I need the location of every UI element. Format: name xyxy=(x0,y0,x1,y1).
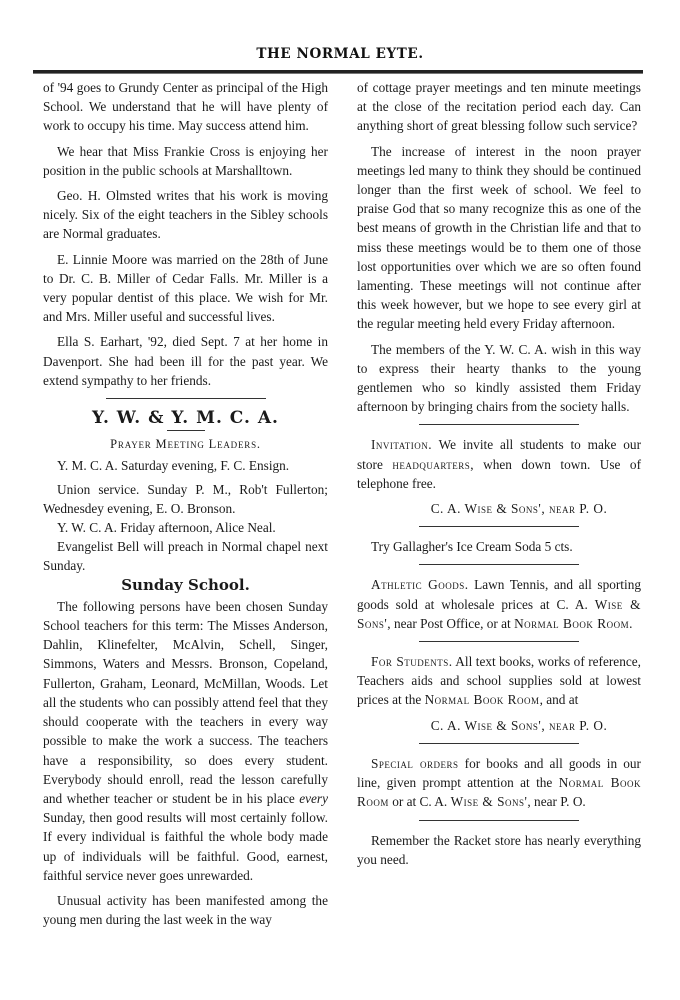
paragraph-unusual-activity: Unusual activity has been manifested among the young men during the last week in the way xyxy=(43,892,328,928)
ad-lead: Special orders xyxy=(371,755,459,771)
ywca-leader-line: Y. W. C. A. Friday afternoon, Alice Neal. xyxy=(57,520,276,536)
text-run: The following persons have been chosen Sunday School teachers for this term: The Misses Anderson, Dahlin, Klinefelter, McAlvin, Schell, Singer, Simmons, Waters and Messrs. Bronson, Copeland, Fullerton, Graham, Leonard, McMillan, Woods. Let all the students who can possibly attend feel that they should cooperate with the teachers in every way possible to make the work a success. The teachers have a responsibility, so does every student. Everybody should enroll, read the lesson carefully and whether teacher or student be in his place xyxy=(43,598,328,806)
ad-racket-store: Remember the Racket store has nearly everything you need. xyxy=(357,832,641,867)
sunday-school-heading: Sunday School. xyxy=(121,575,250,594)
paragraph-earhart: Ella S. Earhart, '92, died Sept. 7 at her home in Davenport. She had been ill for the past year. We extend sympathy to her friends. xyxy=(43,334,328,388)
emphasis-every: every xyxy=(299,790,328,806)
section-divider xyxy=(419,526,579,527)
text-run: Normal Book Room xyxy=(424,692,540,708)
section-divider xyxy=(419,564,579,565)
header-rule xyxy=(33,70,643,74)
ad-gallagher: Try Gallagher's Ice Cream Soda 5 cts. xyxy=(371,539,573,555)
paragraph-moore-miller: E. Linnie Moore was married on the 28th of June to Dr. C. B. Miller of Cedar Falls. Mr. Miller is a very popular dentist of this place. We wish for Mr. and Mrs. Miller useful and successful lives. xyxy=(43,251,328,325)
section-divider xyxy=(419,743,579,744)
text-run: Lawn Tennis, and all sporting goods sold at wholesale prices at C. A. xyxy=(357,577,641,612)
text-run: Wise & Sons' xyxy=(357,596,642,631)
ad-special-orders xyxy=(357,754,641,812)
text-run: , when down town. Use of telephone free. xyxy=(357,456,642,491)
ad-lead: For Students. xyxy=(371,654,453,670)
text-run: headquarters xyxy=(392,456,471,472)
section-divider xyxy=(419,641,579,642)
left-column xyxy=(43,78,328,935)
text-run: or at C. A. xyxy=(388,794,451,810)
text-run: Sunday, then good results will most certainly follow. If every individual is faithful the whole body made up of individuals will be faithful. Good, earnest, faithful service never goes unrewarded. xyxy=(43,810,328,883)
text-run: , near Post Office, or at xyxy=(387,615,515,631)
section-divider xyxy=(106,398,266,399)
union-service-line: Union service. Sunday P. M., Rob't Fullerton; Wednesdey evening, E. O. Bronson. xyxy=(43,481,328,516)
masthead-title: THE NORMAL EYTE. xyxy=(256,46,424,62)
ad-for-students xyxy=(357,652,641,710)
heading-underline xyxy=(167,430,205,431)
text-run: Wise & Sons' xyxy=(450,794,528,810)
text-run: , near P. O. xyxy=(527,794,586,810)
ad-signature: C. A. Wise & Sons', near P. O. xyxy=(430,717,608,733)
evangelist-line: Evangelist Bell will preach in Normal chapel next Sunday. xyxy=(43,539,328,574)
ad-lead: Invitation. xyxy=(371,437,433,453)
text-run: Normal Book Room xyxy=(357,775,642,810)
text-run: for books and all goods in our line, given prompt attention at the xyxy=(357,755,641,791)
right-column xyxy=(357,78,641,875)
text-run: Normal Book Room. xyxy=(514,615,633,631)
paragraph-grundy-center: of '94 goes to Grundy Center as principal of the High School. We understand that he will have plenty of work to occupy his time. May success attend him. xyxy=(43,80,328,134)
section-divider xyxy=(419,424,579,425)
section-divider xyxy=(419,820,579,821)
paragraph-noon-prayer: The increase of interest in the noon prayer meetings led many to think they should be continued longer than the first week of school. We feel to praise God that so many recognize this as one of the best means of growth in the Christian life and that to miss these meetings would be to them one of those lost opportunities over which we are so often found lamenting. These meetings will not continue after this week however, but we hope to see every girl at the regular meeting held every Friday afternoon. xyxy=(357,143,641,332)
ad-lead: Athletic Goods. xyxy=(371,577,469,593)
paragraph-sunday-school xyxy=(43,597,328,885)
ymca-leader-line: Y. M. C. A. Saturday evening, F. C. Ensign. xyxy=(57,458,290,474)
text-run: We invite all students to make our store xyxy=(357,437,641,472)
paragraph-frankie-cross: We hear that Miss Frankie Cross is enjoying her position in the public schools at Marshalltown. xyxy=(43,143,328,178)
text-run: , and at xyxy=(539,692,579,708)
text-run: All text books, works of reference, Teachers aids and school supplies sold at lowest prices at the xyxy=(357,654,641,708)
ad-signature: C. A. Wise & Sons', near P. O. xyxy=(430,501,608,517)
prayer-leaders-subhead: Prayer Meeting Leaders. xyxy=(110,437,261,452)
paragraph-cottage-prayer: of cottage prayer meetings and ten minute meetings at the close of the recitation period each day. Can anything short of great blessing follow such service? xyxy=(357,80,641,134)
paragraph-olmsted: Geo. H. Olmsted writes that his work is moving nicely. Six of the eight teachers in the Sibley schools are Normal graduates. xyxy=(43,188,328,242)
ad-athletic-goods xyxy=(357,575,641,633)
ad-invitation xyxy=(357,435,641,493)
ywca-heading: Y. W. & Y. M. C. A. xyxy=(92,408,279,429)
paragraph-ywca-thanks: The members of the Y. W. C. A. wish in this way to express their hearty thanks to the young gentlemen who so kindly assisted them Friday afternoon by bringing chairs from the society halls. xyxy=(357,341,641,415)
